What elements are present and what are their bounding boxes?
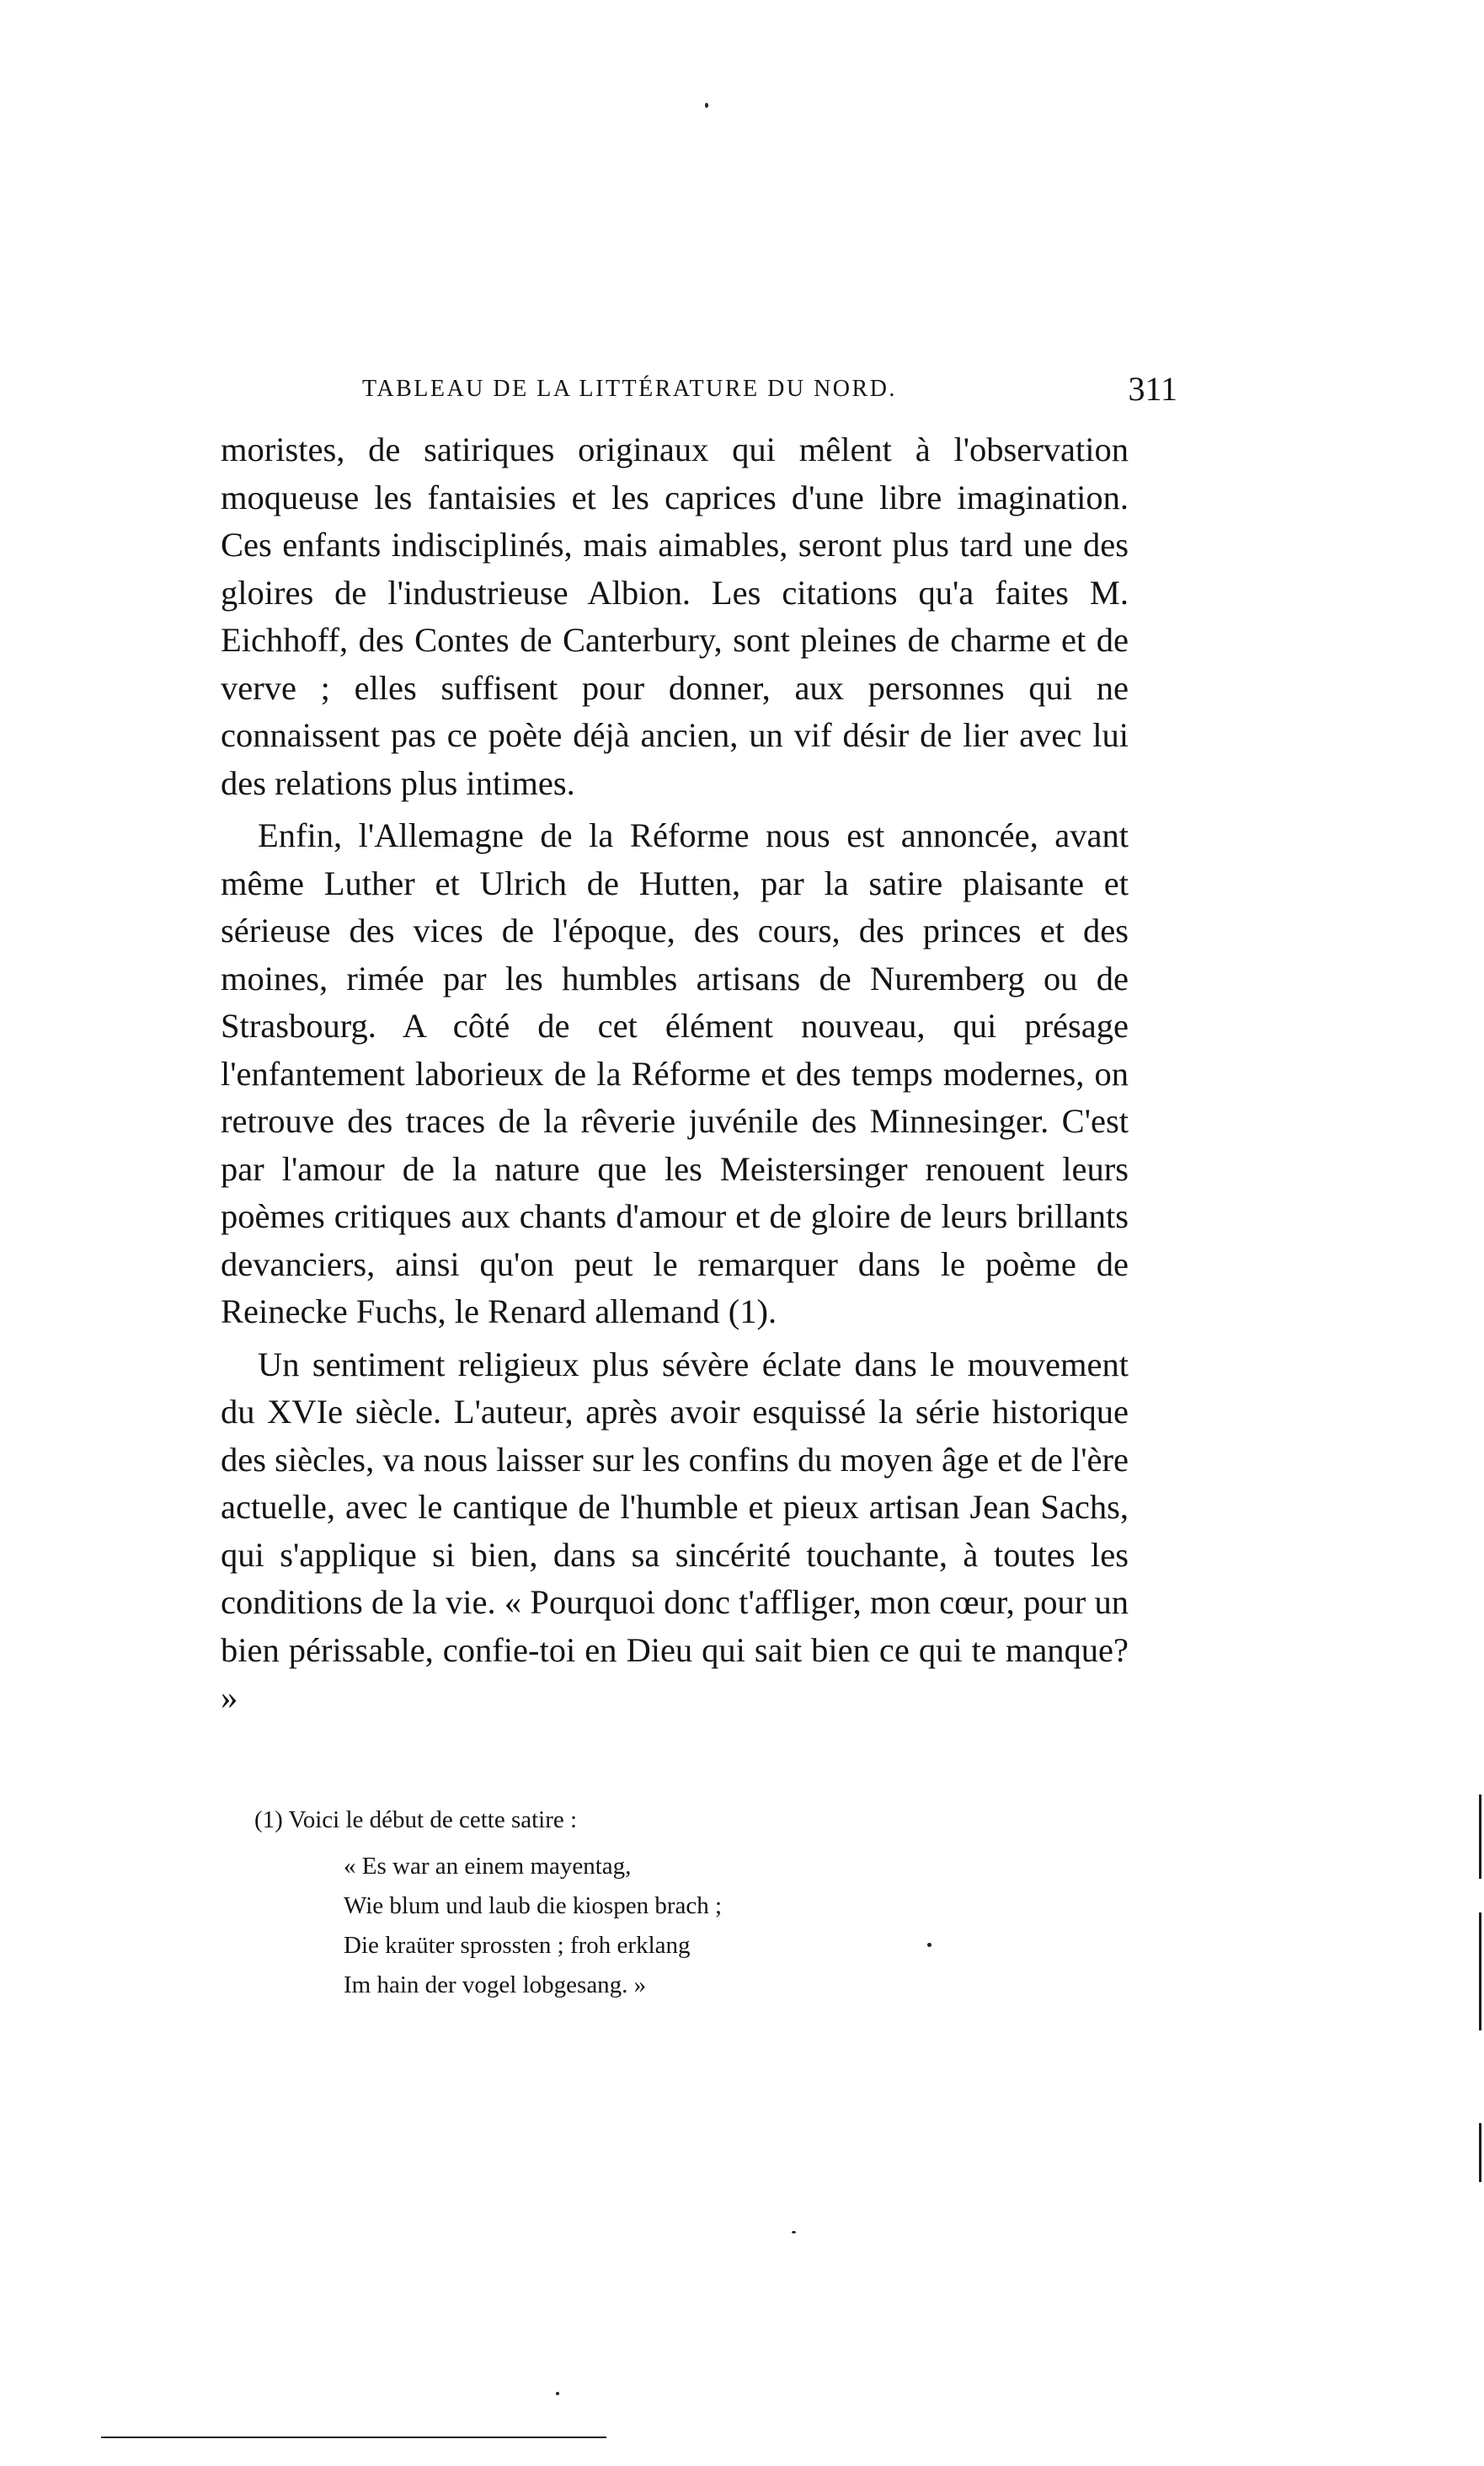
paragraph-2: Enfin, l'Allemagne de la Réforme nous est annoncée, avant même Luther et Ulrich de Hutten, par la satire plaisante et sérieuse des vices de l'époque, des cours, des princes et des moines, rimée par les humbles artisans de Nuremberg ou de Strasbourg. A côté de cet élément nouveau, qui présage l'enfantement laborieux de la Réforme et des temps modernes, on retrouve des traces de la rêverie juvénile des Minnesinger. C'est par l'amour de la nature que les Meistersinger renouent leurs poèmes critiques aux chants d'amour et de gloire de leurs brillants devanciers, ainsi qu'on peut le remarquer dans le poème de Reinecke Fuchs, le Renard allemand (1). <box>221 816 1129 1330</box>
scan-speck <box>556 2392 559 2395</box>
paragraph-1: moristes, de satiriques originaux qui mêlent à l'observation moqueuse les fantaisies et les caprices d'une libre imagination. Ces enfants indisciplinés, mais aimables, seront plus tard une des gloires de l'industrieuse Albion. Les citations qu'a faites M. Eichhoff, des Contes de Canterbury, sont pleines de charme et de verve ; elles suffisent pour donner, aux personnes qui ne connaissent pas ce poète déjà ancien, un vif désir de lier avec lui des relations plus intimes. <box>221 431 1129 802</box>
running-head: TABLEAU DE LA LITTÉRATURE DU NORD. <box>362 376 897 402</box>
footnote <box>254 1800 1097 2005</box>
footnote-intro: (1) Voici le début de cette satire : <box>254 1806 578 1833</box>
page-number: 311 <box>1128 370 1177 408</box>
page-header <box>352 369 1177 420</box>
scan-speck <box>792 2231 796 2233</box>
verse-line: Im hain der vogel lobgesang. » <box>344 1971 647 1998</box>
verse-line: Die kraüter sprossten ; froh erklang <box>344 1932 691 1959</box>
scan-right-edge-mark <box>1479 2123 1481 2182</box>
footnote-verse <box>254 1847 1097 2005</box>
scan-speck <box>705 103 708 108</box>
scan-speck <box>927 1943 932 1947</box>
scan-right-edge-mark <box>1479 1795 1481 1879</box>
scan-right-edge-mark <box>1479 1912 1481 2030</box>
main-text <box>221 426 1129 1722</box>
verse-line: « Es war an einem mayentag, <box>344 1853 632 1880</box>
scan-bottom-rule <box>101 2437 606 2438</box>
verse-line: Wie blum und laub die kiospen brach ; <box>344 1892 723 1919</box>
paragraph-3: Un sentiment religieux plus sévère éclate dans le mouvement du XVIe siècle. L'auteur, après avoir esquissé la série historique des siècles, va nous laisser sur les confins du moyen âge et de l'ère actuelle, avec le cantique de l'humble et pieux artisan Jean Sachs, qui s'applique si bien, dans sa sincérité touchante, à toutes les conditions de la vie. « Pourquoi donc t'affliger, mon cœur, pour un bien périssable, confie-toi en Dieu qui sait bien ce qui te manque? » <box>221 1345 1129 1716</box>
